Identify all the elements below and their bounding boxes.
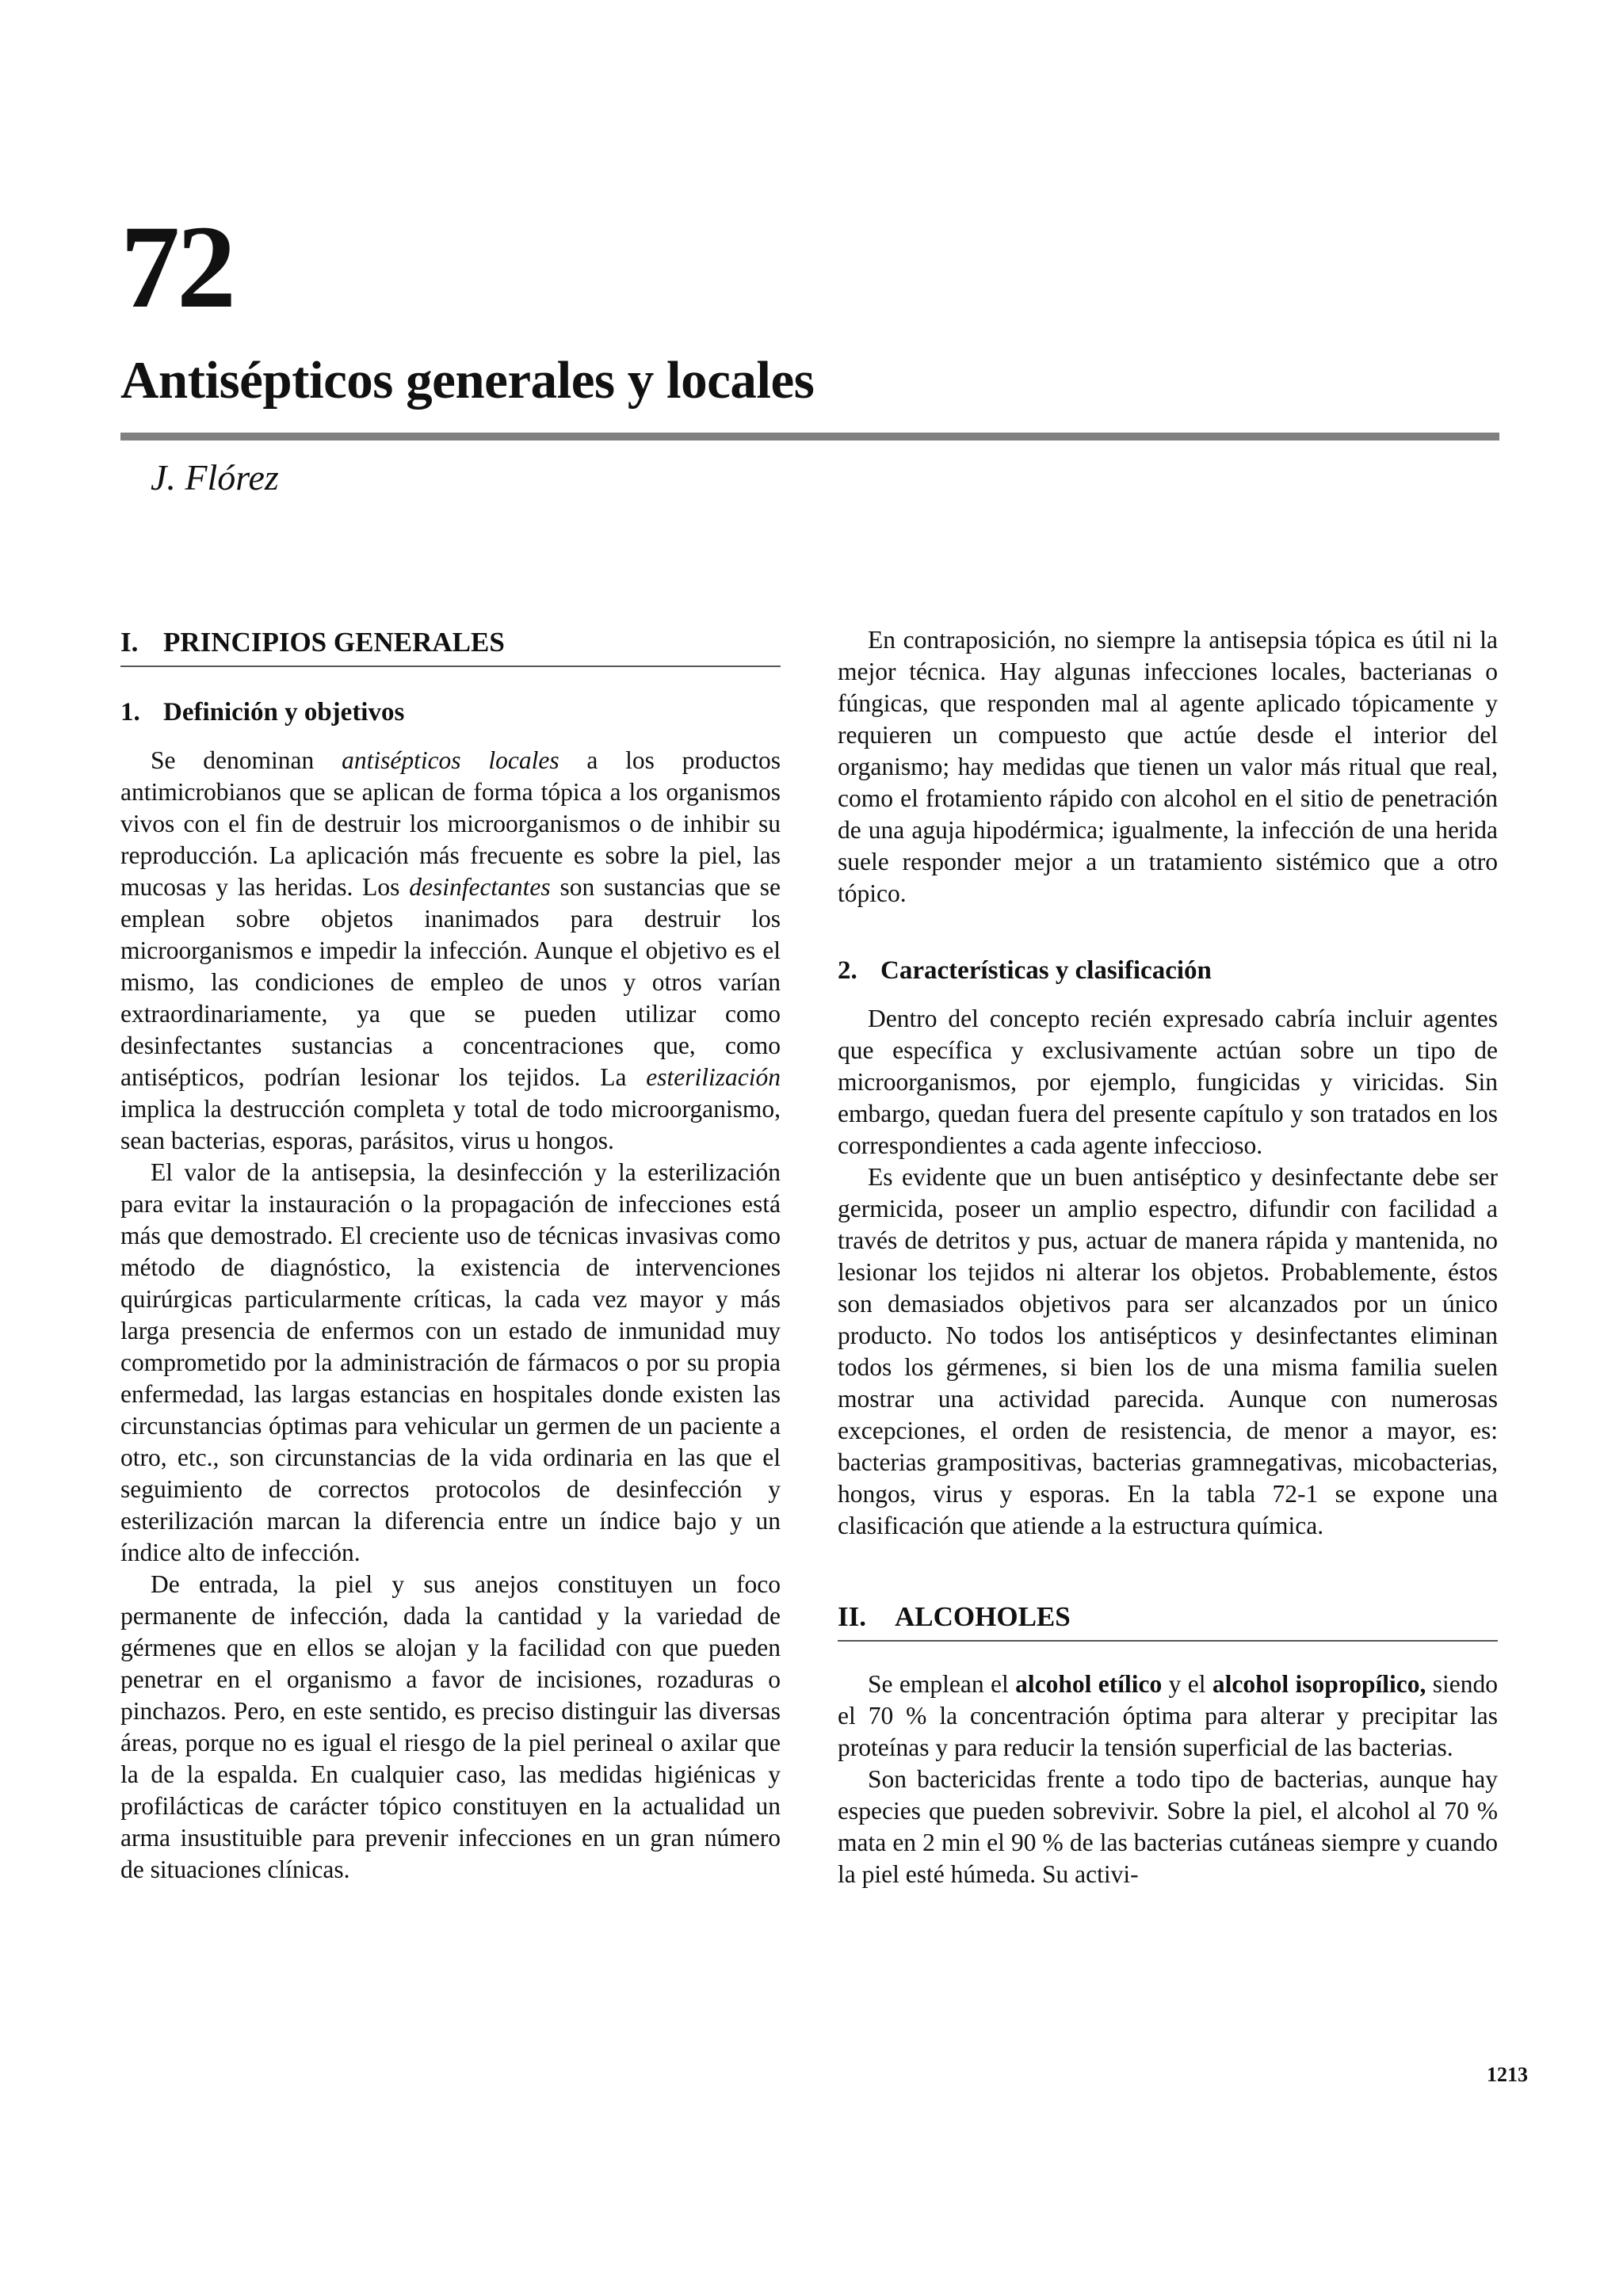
section-number: II. [838, 1601, 866, 1632]
subsection-heading-definicion [120, 696, 781, 729]
section-heading-alcoholes [838, 1599, 1498, 1642]
subsection-number: 2. [838, 956, 857, 985]
paragraph: Se emplean el alcohol etílico y el alcohol isopropílico, siendo el 70 % la concentración óptima para alterar y precipitar las proteínas y para reducir la tensión superficial de las bacterias. [838, 1670, 1498, 1761]
section-heading-principios [120, 624, 781, 667]
section-number: I. [120, 627, 139, 658]
subsection-heading-caracteristicas [838, 954, 1498, 987]
title-rule [120, 433, 1499, 441]
author: J. Flórez [151, 457, 279, 498]
right-column [838, 624, 1498, 1890]
left-column [120, 624, 781, 1886]
paragraph: En contraposición, no siempre la antisepsia tópica es útil ni la mejor técnica. Hay algunas infecciones locales, bacterianas o fúngicas, que responden mal al agente aplicado tópicamente y requieren un compuesto que actúe desde el interior del organismo; hay medidas que tienen un valor más ritual que real, como el frotamiento rápido con alcohol en el sitio de penetración de una aguja hipodérmica; igualmente, la infección de una herida suele responder mejor a un tratamiento sistémico que a otro tópico. [838, 626, 1498, 907]
section-title: PRINCIPIOS GENERALES [163, 627, 505, 658]
paragraph: Son bactericidas frente a todo tipo de bacterias, aunque hay especies que pueden sobrevivir. Sobre la piel, el alcohol al 70 % mata en 2 min el 90 % de las bacterias cutáneas siempre y cuando la piel esté húmeda. Su activi- [838, 1765, 1498, 1888]
subsection-title: Características y clasificación [880, 956, 1212, 985]
paragraph: De entrada, la piel y sus anejos constituyen un foco permanente de infección, dada la cantidad y la variedad de gérmenes que en ellos se alojan y la facilidad con que pueden penetrar en el organismo a favor de incisiones, rozaduras o pinchazos. Pero, en este sentido, es preciso distinguir las diversas áreas, porque no es igual el riesgo de la piel perineal o axilar que la de la espalda. En cualquier caso, las medidas higiénicas y profilácticas de carácter tópico constituyen en la actualidad un arma insustituible para prevenir infecciones en un gran número de situaciones clínicas. [120, 1570, 781, 1883]
paragraph: Dentro del concepto recién expresado cabría incluir agentes que específica y exclusivamente actúan sobre un tipo de microorganismos, por ejemplo, fungicidas y viricidas. Sin embargo, quedan fuera del presente capítulo y son tratados en los correspondientes a cada agente infeccioso. [838, 1005, 1498, 1159]
subsection-number: 1. [120, 698, 140, 727]
chapter-number: 72 [120, 201, 233, 333]
page-number: 1213 [1487, 2063, 1528, 2086]
chapter-title: Antisépticos generales y locales [120, 351, 815, 410]
paragraph: El valor de la antisepsia, la desinfección y la esterilización para evitar la instauración o la propagación de infecciones está más que demostrado. El creciente uso de técnicas invasivas como método de diagnóstico, la existencia de intervenciones quirúrgicas particularmente críticas, la cada vez mayor y más larga presencia de enfermos con un estado de inmunidad muy comprometido por la administración de fármacos o por su propia enfermedad, las largas estancias en hospitales donde existen las circunstancias óptimas para vehicular un germen de un paciente a otro, etc., son circunstancias de la vida ordinaria en las que el seguimiento de correctos protocolos de desinfección y esterilización marcan la diferencia entre un índice bajo y un índice alto de infección. [120, 1158, 781, 1566]
paragraph: Es evidente que un buen antiséptico y desinfectante debe ser germicida, poseer un amplio espectro, difundir con facilidad a través de detritos y pus, actuar de manera rápida y mantenida, no lesionar los tejidos ni alterar los objetos. Probablemente, éstos son demasiados objetivos para ser alcanzados por un único producto. No todos los antisépticos y desinfectantes eliminan todos los gérmenes, si bien los de una misma familia suelen mostrar una actividad parecida. Aunque con numerosas excepciones, el orden de resistencia, de menor a mayor, es: bacterias grampositivas, bacterias gramnegativas, micobacterias, hongos, virus y esporas. En la tabla 72-1 se expone una clasificación que atiende a la estructura química. [838, 1163, 1498, 1539]
subsection-title: Definición y objetivos [163, 698, 405, 727]
section-title: ALCOHOLES [895, 1601, 1071, 1632]
paragraph: Se denominan antisépticos locales a los productos antimicrobianos que se aplican de forma tópica a los organismos vivos con el fin de destruir los microorganismos o de inhibir su reproducción. La aplicación más frecuente es sobre la piel, las mucosas y las heridas. Los desinfectantes son sustancias que se emplean sobre objetos inanimados para destruir los microorganismos e impedir la infección. Aunque el objetivo es el mismo, las condiciones de empleo de unos y otros varían extraordinariamente, ya que se pueden utilizar como desinfectantes sustancias a concentraciones que, como antisépticos, podrían lesionar los tejidos. La esterilización implica la destrucción completa y total de todo microorganismo, sean bacterias, esporas, parásitos, virus u hongos. [120, 746, 781, 1154]
